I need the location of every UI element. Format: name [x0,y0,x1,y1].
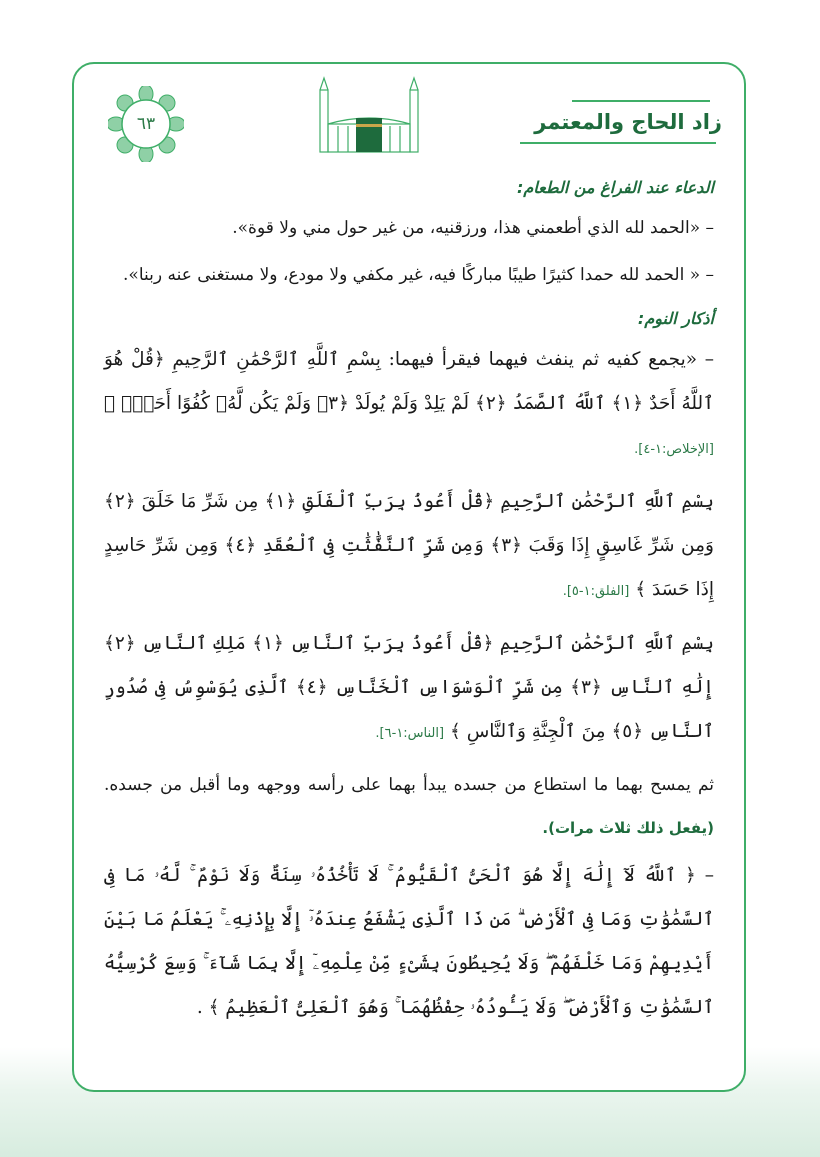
book-title: زاد الحاج والمعتمر [534,110,722,134]
ayat-al-kursi: – ﴿ ٱللَّهُ لَآ إِلَٰهَ إِلَّا هُوَ ٱلْحَىُّ ٱلْقَيُّومُ ۚ لَا تَأْخُذُهُۥ سِنَةٌ وَلَا نَوْمٌ ۚ لَّهُۥ مَا فِى ٱلسَّمَٰوَٰتِ وَمَا فِى ٱلْأَرْضِ ۗ مَن ذَا ٱلَّذِى يَشْفَعُ عِندَهُۥٓ إِلَّا بِإِذْنِهِۦ ۚ يَعْلَمُ مَا بَيْنَ أَيْدِيهِمْ وَمَا خَلْفَهُمْ ۖ وَلَا يُحِيطُونَ بِشَىْءٍ مِّنْ عِلْمِهِۦٓ إِلَّا بِمَا شَآءَ ۚ وَسِعَ كُرْسِيُّهُ ٱلسَّمَٰوَٰتِ وَٱلْأَرْضَ ۖ وَلَا يَـُٔودُهُۥ حِفْظُهُمَا ۚ وَهُوَ ٱلْعَلِىُّ ٱلْعَظِيمُ ﴾ . [104,865,714,1018]
food-dua-2: – « الحمد لله حمدا كثيرًا طيبًا مباركًا فيه، غير مكفي ولا مودع، ولا مستغنى عنه ربنا». [123,265,714,285]
page-content [104,178,714,1038]
wipe-instruction [104,764,714,850]
surah-falaq [104,480,714,614]
section-heading-food: الدعاء عند الفراغ من الطعام: [516,178,714,197]
surah-ikhlas [104,338,714,472]
food-dua-1: – «الحمد لله الذي أطعمني هذا، ورزقنيه، من غير حول مني ولا قوة». [232,218,714,238]
surah-falaq-ref: [الفلق:١-٥]. [562,584,630,599]
wipe-text: ثم يمسح بهما ما استطاع من جسده يبدأ بهما على رأسه ووجهه وما أقبل من جسده. [104,775,714,795]
page-number-badge [108,86,184,162]
surah-nas [104,622,714,756]
surah-ikhlas-text: – «يجمع كفيه ثم ينفث فيهما فيقرأ فيهما: بِسْمِ ٱللَّهِ ٱلرَّحْمَٰنِ ٱلرَّحِيمِ ﴿قُلْ هُوَ ٱللَّهُ أَحَدٌ ﴿١﴾ ٱللَّهُ ٱلصَّمَدُ ﴿٢﴾ لَمْ يَلِدْ وَلَمْ يُولَدْ ﴿٣﴾ وَلَمْ يَكُن لَّهُۥ كُفُوًا أَحَدٌۢ ﴾ [104,349,714,414]
wipe-note: (يفعل ذلك ثلاث مرات). [542,819,714,837]
surah-falaq-text: بِسْمِ ٱللَّهِ ٱلرَّحْمَٰنِ ٱلرَّحِيمِ ﴿قُلْ أَعُوذُ بِرَبِّ ٱلْفَلَقِ ﴿١﴾ مِن شَرِّ مَا خَلَقَ ﴿٢﴾ وَمِن شَرِّ غَاسِقٍ إِذَا وَقَبَ ﴿٣﴾ وَمِن شَرِّ ٱلنَّفَّٰثَٰتِ فِى ٱلْعُقَدِ ﴿٤﴾ وَمِن شَرِّ حَاسِدٍ إِذَا حَسَدَ ﴾ [104,491,714,600]
surah-nas-text: بِسْمِ ٱللَّهِ ٱلرَّحْمَٰنِ ٱلرَّحِيمِ ﴿قُلْ أَعُوذُ بِرَبِّ ٱلنَّاسِ ﴿١﴾ مَلِكِ ٱلنَّاسِ ﴿٢﴾ إِلَٰهِ ٱلنَّاسِ ﴿٣﴾ مِن شَرِّ ٱلْوَسْوَاسِ ٱلْخَنَّاسِ ﴿٤﴾ ٱلَّذِى يُوَسْوِسُ فِى صُدُورِ ٱلنَّاسِ ﴿٥﴾ مِنَ ٱلْجِنَّةِ وَٱلنَّاسِ ﴾ [104,633,714,742]
mosque-icon [314,76,424,156]
header-rule-top [572,100,710,102]
surah-ikhlas-ref: [الإخلاص:١-٤]. [634,442,714,457]
section-heading-sleep: أذكار النوم: [637,309,714,328]
surah-nas-ref: [الناس:١-٦]. [375,726,445,741]
header-rule-bottom [520,142,716,144]
page-number: ٦٣ [136,114,156,134]
